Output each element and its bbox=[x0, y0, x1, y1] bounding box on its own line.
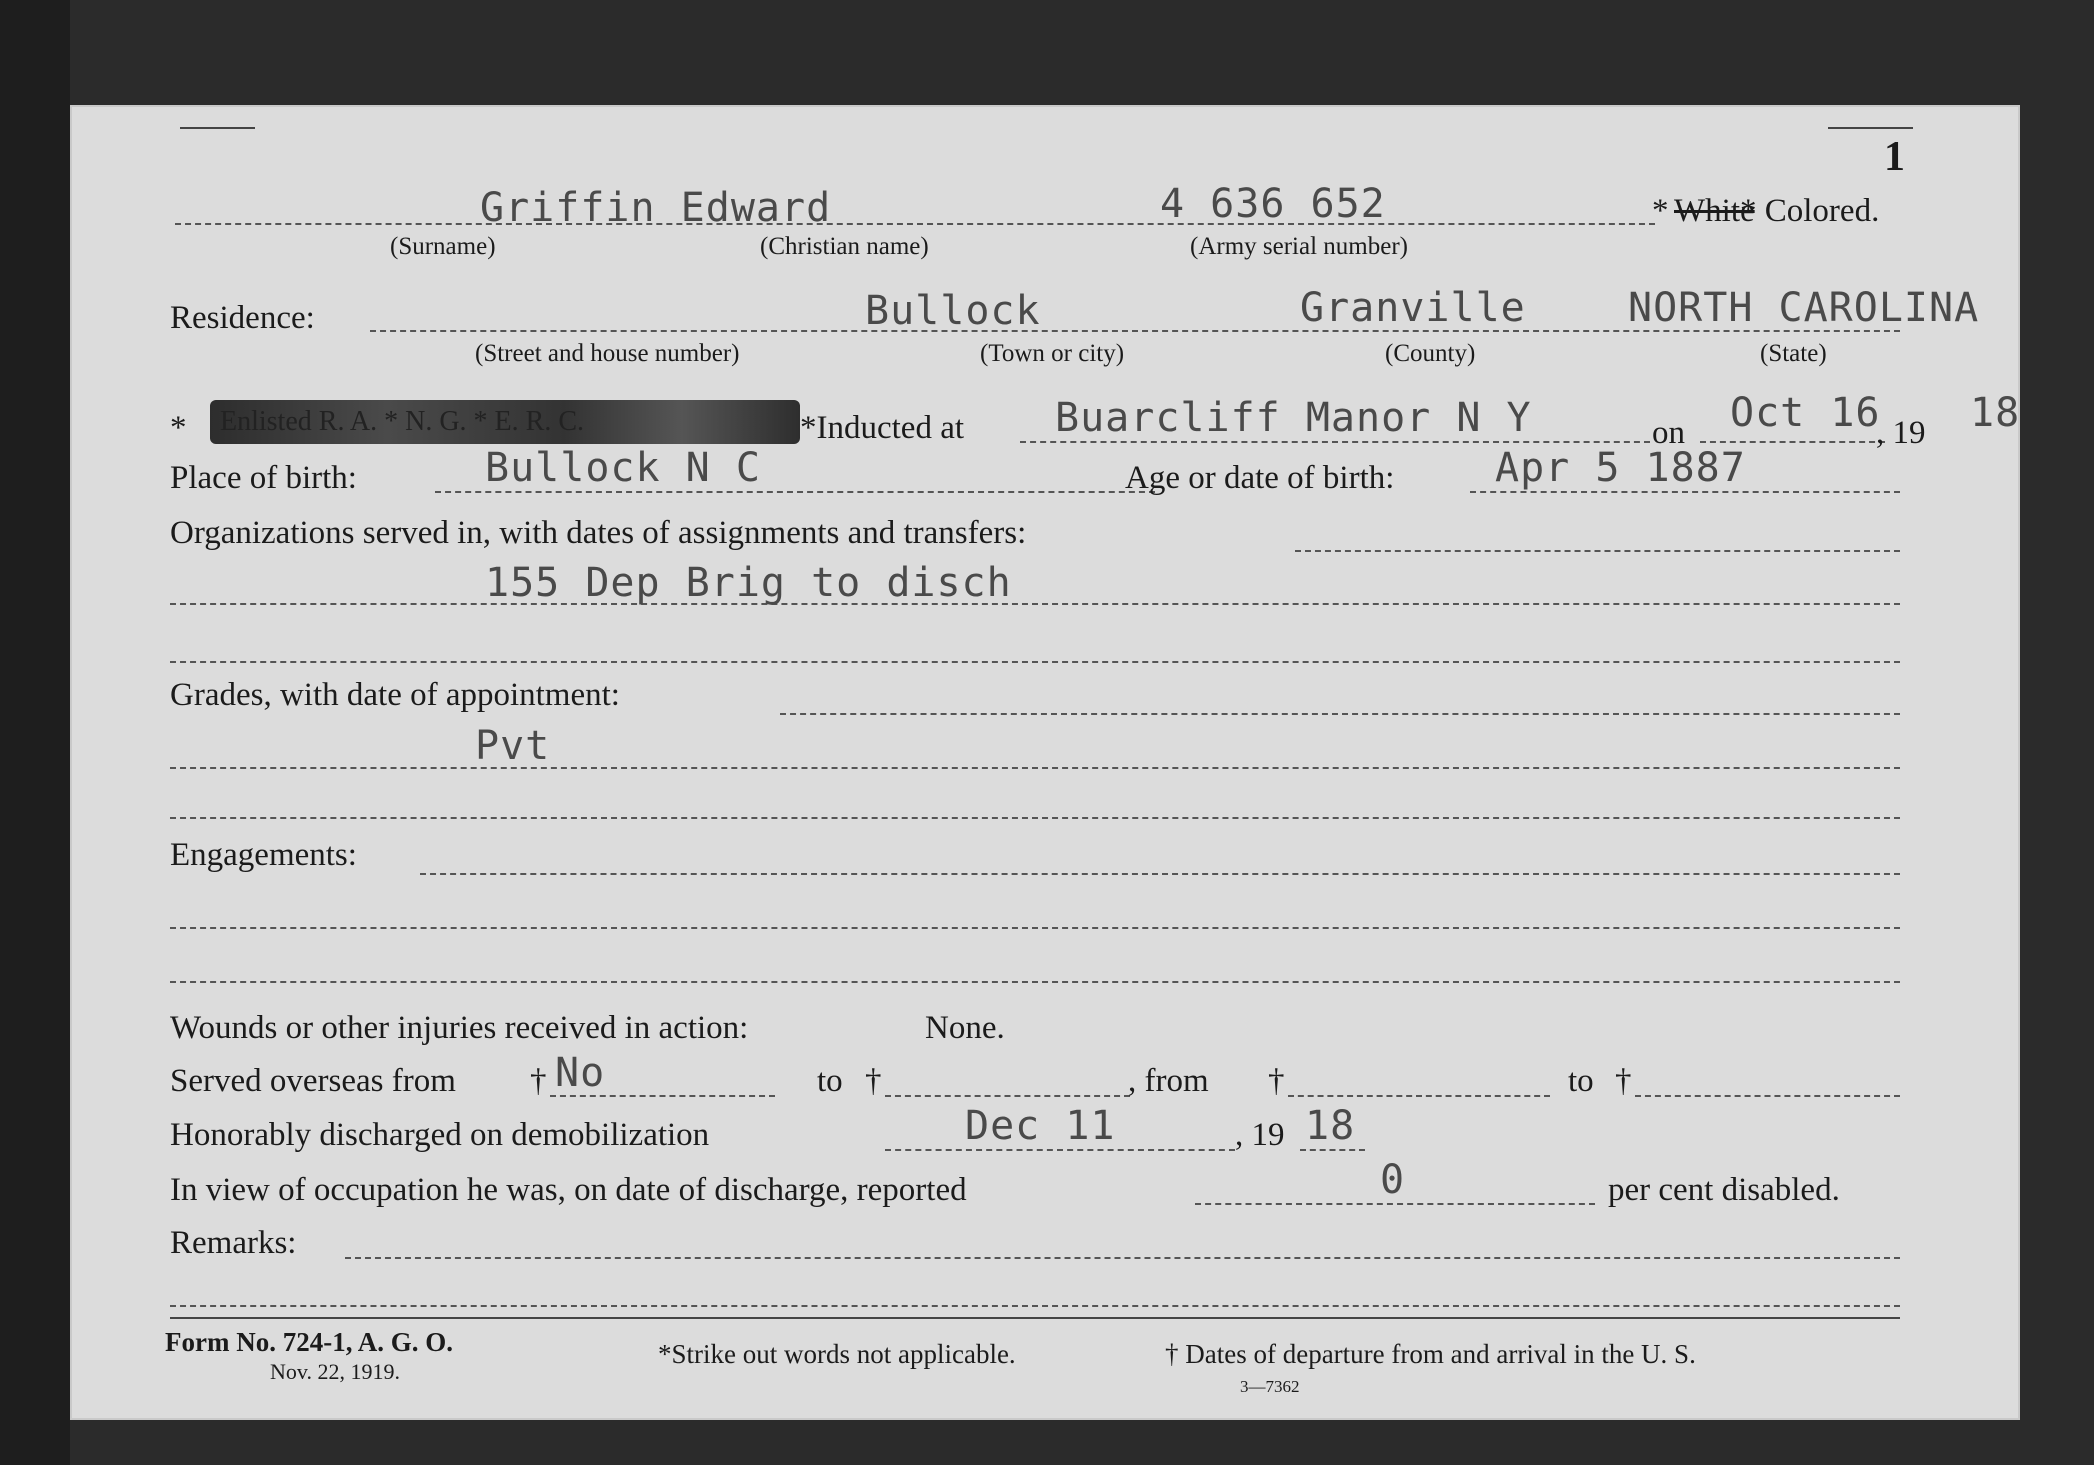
scan-background bbox=[0, 0, 70, 1465]
organizations-line-1 bbox=[1295, 550, 1900, 552]
overseas-dagger-4: † bbox=[1615, 1063, 1632, 1099]
discharge-year-line bbox=[1300, 1149, 1365, 1151]
residence-town: Bullock bbox=[865, 288, 1041, 334]
overseas-from-label: , from bbox=[1128, 1063, 1209, 1099]
race-colored: * Colored. bbox=[1740, 193, 1880, 229]
struck-enlisted-label: Enlisted R. A. * N. G. * E. R. C. bbox=[220, 406, 585, 437]
overseas-to2-label: to bbox=[1568, 1063, 1594, 1099]
inducted-at-label: *Inducted at bbox=[800, 410, 965, 446]
race-marker: * bbox=[1652, 193, 1669, 229]
card-number: 1 bbox=[1884, 134, 1905, 180]
overseas-from2-line bbox=[1288, 1095, 1550, 1097]
remarks-label: Remarks: bbox=[170, 1225, 297, 1261]
engagements-line-1 bbox=[420, 873, 1900, 875]
discharge-date: Dec 11 bbox=[965, 1103, 1116, 1149]
residence-label: Residence: bbox=[170, 300, 315, 336]
grades-line-2 bbox=[170, 767, 1900, 769]
inducted-place: Buarcliff Manor N Y bbox=[1055, 395, 1532, 441]
inducted-date-line bbox=[1700, 441, 1885, 443]
dates-note: † Dates of departure from and arrival in the U. S. bbox=[1165, 1339, 1696, 1369]
soldier-name: Griffin Edward bbox=[480, 185, 832, 231]
struck-enlisted-text bbox=[210, 400, 800, 444]
overseas-to-line bbox=[885, 1095, 1130, 1097]
remarks-line-2 bbox=[170, 1305, 1900, 1307]
discharge-date-line bbox=[885, 1149, 1235, 1151]
top-left-mark bbox=[180, 127, 255, 129]
organizations-label: Organizations served in, with dates of assignments and transfers: bbox=[170, 515, 1027, 551]
caption-serial: (Army serial number) bbox=[1190, 233, 1408, 260]
engagements-label: Engagements: bbox=[170, 837, 357, 873]
engagements-line-3 bbox=[170, 981, 1900, 983]
discharge-label: Honorably discharged on demobilization bbox=[170, 1117, 710, 1153]
birth-place-line bbox=[435, 491, 1155, 493]
overseas-to-label: to bbox=[817, 1063, 843, 1099]
birth-place-label: Place of birth: bbox=[170, 460, 357, 496]
caption-state: (State) bbox=[1760, 340, 1827, 367]
print-code: 3—7362 bbox=[1240, 1377, 1300, 1396]
service-record-card bbox=[70, 105, 2020, 1420]
inducted-on-label: on bbox=[1652, 415, 1685, 451]
birth-date-label: Age or date of birth: bbox=[1125, 460, 1395, 496]
wounds-label: Wounds or other injuries received in action: bbox=[170, 1010, 749, 1046]
inducted-year: 18 bbox=[1970, 390, 2021, 436]
birth-place: Bullock N C bbox=[485, 445, 761, 491]
organizations-line-2 bbox=[170, 603, 1900, 605]
inducted-date: Oct 16 bbox=[1730, 390, 1881, 436]
caption-surname: (Surname) bbox=[390, 233, 496, 260]
caption-county: (County) bbox=[1385, 340, 1476, 367]
overseas-dagger-3: † bbox=[1268, 1063, 1285, 1099]
residence-state: NORTH CAROLINA bbox=[1628, 285, 1980, 331]
inducted-year-prefix: , 19 bbox=[1876, 415, 1926, 451]
disability-value: 0 bbox=[1380, 1157, 1406, 1203]
overseas-dagger-2: † bbox=[865, 1063, 882, 1099]
caption-christian: (Christian name) bbox=[760, 233, 929, 260]
grades-label: Grades, with date of appointment: bbox=[170, 677, 620, 713]
form-date: Nov. 22, 1919. bbox=[270, 1359, 400, 1384]
organizations-entry: 155 Dep Brig to disch bbox=[485, 560, 1012, 606]
overseas-from-value: No bbox=[555, 1050, 606, 1096]
disability-line bbox=[1195, 1203, 1595, 1205]
disability-label: In view of occupation he was, on date of discharge, reported bbox=[170, 1172, 967, 1208]
organizations-line-3 bbox=[170, 661, 1900, 663]
overseas-label: Served overseas from bbox=[170, 1063, 456, 1099]
caption-town: (Town or city) bbox=[980, 340, 1125, 367]
top-right-mark bbox=[1828, 127, 1913, 129]
grades-line-3 bbox=[170, 817, 1900, 819]
caption-street: (Street and house number) bbox=[475, 340, 740, 367]
race-white-struck: White bbox=[1674, 193, 1755, 229]
serial-number: 4 636 652 bbox=[1160, 181, 1386, 227]
form-number: Form No. 724-1, A. G. O. bbox=[165, 1327, 453, 1357]
name-line bbox=[175, 223, 1655, 225]
wounds-value: None. bbox=[925, 1010, 1005, 1046]
grades-entry: Pvt bbox=[475, 723, 551, 769]
residence-county: Granville bbox=[1300, 285, 1526, 331]
enlisted-prefix: * bbox=[170, 410, 187, 446]
strike-note: *Strike out words not applicable. bbox=[658, 1339, 1016, 1369]
overseas-to2-line bbox=[1635, 1095, 1900, 1097]
inducted-place-line bbox=[1020, 441, 1650, 443]
footer-divider bbox=[170, 1317, 1900, 1319]
discharge-year: 18 bbox=[1305, 1103, 1356, 1149]
discharge-year-prefix: , 19 bbox=[1235, 1117, 1285, 1153]
grades-line-1 bbox=[780, 713, 1900, 715]
birth-date-line bbox=[1470, 491, 1900, 493]
overseas-dagger-1: † bbox=[530, 1063, 547, 1099]
engagements-line-2 bbox=[170, 927, 1900, 929]
disability-suffix: per cent disabled. bbox=[1608, 1172, 1840, 1208]
birth-date: Apr 5 1887 bbox=[1495, 445, 1746, 491]
remarks-line-1 bbox=[345, 1257, 1900, 1259]
